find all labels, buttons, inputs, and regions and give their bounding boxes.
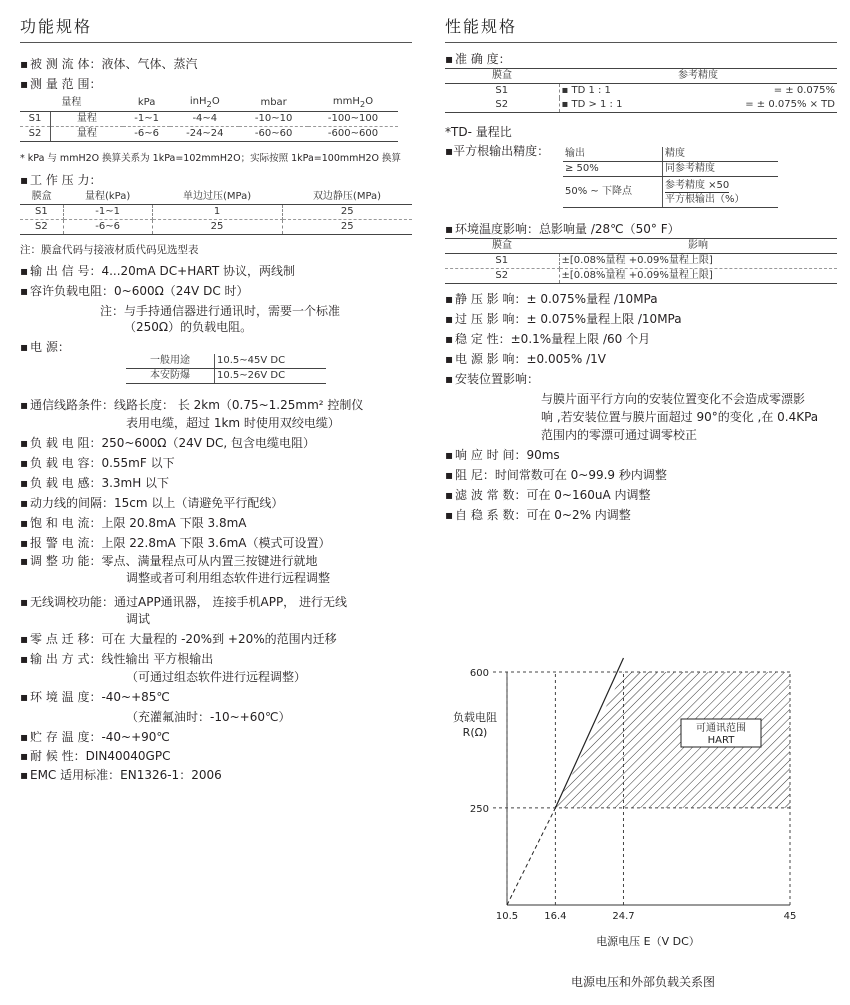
table-row: S1 ▪ TD 1 : 1 = ± 0.075% — [445, 84, 837, 99]
sqrt-accuracy-label: ▪平方根输出精度： — [445, 144, 550, 158]
install-effect-row: ▪ 安装位置影响： — [445, 372, 540, 386]
list-item: ▪ 报 警 电 流：上限 22.8mA 下限 3.6mA（模式可设置） — [20, 536, 331, 550]
list-item: ▪ 耐 候 性：DIN40040GPC — [20, 749, 171, 763]
table-row: S2 -6~6 25 25 — [20, 220, 412, 235]
list-item: ▪ 负 载 电 感：3.3mH 以下 — [20, 476, 170, 490]
load-note-1: 注：与手持通信器进行通讯时，需要一个标准 — [100, 304, 341, 318]
pressure-table: 膜盒 量程(kPa) 单边过压(MPa) 双边静压(MPa) S1 -1~1 1 25 S2 -6~6 25 25 — [20, 190, 412, 235]
fluid-row: ▪ 被 测 流 体：液体、气体、蒸汽 — [20, 57, 198, 71]
x-tick-label: 24.7 — [612, 911, 635, 922]
list-item: ▪ 贮 存 温 度：-40~+90℃ — [20, 730, 170, 744]
table-row: 本安防爆 10.5~26V DC — [126, 369, 326, 384]
list-item: ▪ 负 载 电 容：0.55mF 以下 — [20, 456, 175, 470]
range-table — [20, 95, 398, 142]
hart-label: 可通讯范围 — [696, 723, 746, 734]
output-row: ▪ 输 出 信 号：4...20mA DC+HART 协议，两线制 — [20, 264, 296, 278]
list-item: ▪ 静 压 影 响：± 0.075%量程 /10MPa — [445, 292, 658, 306]
fluid-value: 液体、气体、蒸汽 — [101, 57, 198, 71]
y-tick-label: 250 — [469, 803, 489, 815]
x-tick-label: 16.4 — [544, 911, 567, 922]
accuracy-table: 膜盒 参考精度 S1 ▪ TD 1 : 1 = ± 0.075% S2 ▪ TD > 1 : 1 = ± 0.075% × TD — [445, 68, 837, 113]
zero-shift-row: ▪ 零 点 迁 移：可在 大量程的 -20%到 +20%的范围内迁移 — [20, 632, 337, 646]
table-row: S1 -1~1 1 25 — [20, 205, 412, 220]
table-row: S2 ▪ TD > 1 : 1 = ± 0.075% × TD — [445, 98, 837, 113]
td-note: *TD- 量程比 — [445, 125, 512, 139]
table-row: S1 量程 -1~1 -4~4 -10~10 -100~100 — [20, 112, 398, 127]
list-item: ▪ 动力线的间隔：15cm 以上（请避免平行配线） — [20, 496, 284, 510]
pressure-label: 工 作 压 力： — [30, 173, 102, 187]
title-rule — [20, 42, 412, 43]
list-item: ▪ 负 载 电 阻：250~600Ω（24V DC, 包含电缆电阻） — [20, 436, 316, 450]
functional-specs-title: 功能规格 — [20, 17, 93, 36]
range-header: 量程 — [20, 95, 123, 112]
adjust-row: ▪ 调 整 功 能：零点、满量程点可从内置三按键进行就地 — [20, 554, 318, 568]
wireless-row-2: 调试 — [126, 612, 151, 626]
output-mode-row: ▪ 输 出 方 式：线性输出 平方根输出 — [20, 652, 214, 666]
y-axis-label: 负载电阻 — [453, 711, 497, 724]
accuracy-row: ▪ 准 确 度： — [445, 52, 511, 66]
table-row: S2 量程 -6~6 -24~24 -60~60 -600~600 — [20, 127, 398, 142]
range-header: kPa — [123, 95, 171, 112]
range-note: * kPa 与 mmH2O 换算关系为 1kPa=102mmH2O；实际按照 1kPa=100mmH2O 换算 — [20, 153, 402, 164]
chart-title: 电源电压和外部负载关系图 — [571, 975, 716, 989]
table-row: 50% ~ 下降点 参考精度 ×50 平方根输出（%） — [563, 177, 778, 208]
install-line: 范围内的零漂可通过调零校正 — [541, 428, 698, 442]
range-row: ▪ 测 量 范 围： — [20, 77, 102, 91]
list-item: ▪ 饱 和 电 流：上限 20.8mA 下限 3.8mA — [20, 516, 247, 530]
pressure-note: 注：膜盒代码与接液材质代码见选型表 — [20, 244, 199, 256]
sqrt-table: 输出 精度 ≥ 50% 同参考精度 50% ~ 下降点 参考精度 ×50 平方根输出（%） — [563, 147, 778, 208]
list-item: ▪ 自 稳 系 数：可在 0~2% 内调整 — [445, 508, 631, 522]
list-item: ▪ EMC 适用标准：EN1326-1：2006 — [20, 768, 222, 782]
x-axis-label: 电源电压 E（V DC） — [596, 935, 700, 948]
table-row: 一般用途 10.5~45V DC — [126, 354, 326, 369]
load-voltage-chart — [445, 655, 837, 955]
list-item: ▪ 响 应 时 间：90ms — [445, 448, 560, 462]
comm-line-row-2: 表用电缆，超过 1km 时使用双绞电缆） — [126, 416, 340, 430]
output-mode-row-2: （可通过组态软件进行远程调整） — [126, 670, 307, 684]
table-row: ≥ 50% 同参考精度 — [563, 162, 778, 177]
power-table — [126, 354, 326, 384]
ambient-temp-row: ▪ 环 境 温 度：-40~+85℃ — [20, 690, 170, 704]
wireless-row: ▪ 无线调校功能：通过APP通讯器， 连接手机APP， 进行无线 — [20, 595, 347, 609]
list-item: ▪ 电 源 影 响：±0.005% /1V — [445, 352, 606, 366]
fluid-label: 被 测 流 体： — [30, 57, 102, 71]
list-item: ▪ 滤 波 常 数：可在 0~160uA 内调整 — [445, 488, 651, 502]
table-row: S2 ±[0.08%量程 +0.09%量程上限] — [445, 269, 837, 284]
range-header: mmH$_2$O — [308, 95, 398, 112]
env-temp-table: 膜盒 影响 S1 ±[0.08%量程 +0.09%量程上限] S2 ±[0.08%量程 +0.09%量程上限] — [445, 238, 837, 284]
pressure-row: ▪ 工 作 压 力： — [20, 173, 102, 187]
range-header: inH$_2$O — [170, 95, 239, 112]
title-rule — [445, 42, 837, 43]
y-axis-label: R(Ω) — [462, 726, 488, 739]
table-row: S1 ±[0.08%量程 +0.09%量程上限] — [445, 254, 837, 269]
comm-line-row: ▪ 通信线路条件：线路长度： 长 2km（0.75~1.25mm² 控制仪 — [20, 398, 364, 412]
load-note-2: （250Ω）的负载电阻。 — [124, 320, 253, 334]
env-temp-effect-row: ▪ 环境温度影响：总影响量 /28℃（50° F） — [445, 222, 680, 236]
range-label: 测 量 范 围： — [30, 77, 102, 91]
performance-specs-title: 性能规格 — [445, 17, 518, 36]
y-tick-label: 600 — [469, 668, 489, 679]
x-tick-label: 45 — [783, 911, 797, 922]
range-header: mbar — [239, 95, 308, 112]
install-line: 与膜片面平行方向的安装位置变化不会造成零漂影 — [541, 392, 806, 406]
list-item: ▪ 稳 定 性：±0.1%量程上限 /60 个月 — [445, 332, 651, 346]
list-item: ▪ 阻 尼：时间常数可在 0~99.9 秒内调整 — [445, 468, 667, 482]
list-item: ▪ 过 压 影 响：± 0.075%量程上限 /10MPa — [445, 312, 682, 326]
load-row: ▪ 容许负载电阻：0~600Ω（24V DC 时） — [20, 284, 249, 298]
ambient-temp-row-2: （充灌氟油时：-10~+60℃） — [126, 710, 291, 724]
load-voltage-chart-svg — [445, 655, 837, 955]
boundary-line-dashed — [507, 808, 555, 905]
adjust-row-2: 调整或者可利用组态软件进行远程调整 — [126, 571, 331, 585]
hart-label: HART — [707, 735, 735, 746]
x-tick-label: 10.5 — [495, 911, 519, 922]
power-row: ▪ 电 源： — [20, 340, 70, 354]
install-line: 响 ,若安装位置与膜片面超过 90°的变化 ,在 0.4KPa — [541, 410, 819, 424]
